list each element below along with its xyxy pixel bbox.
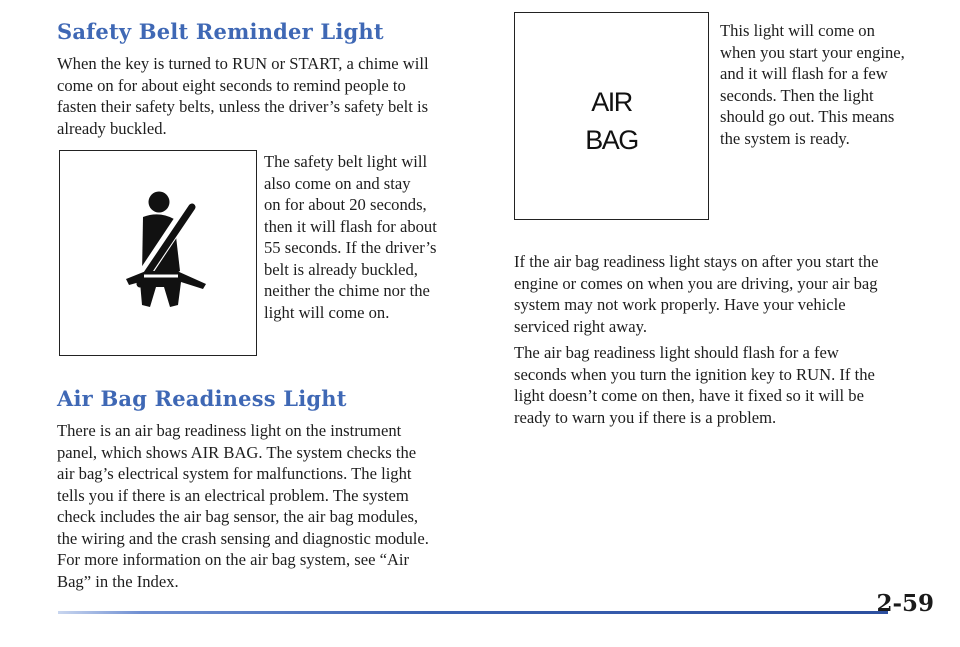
page-number: 2-59	[876, 590, 934, 617]
safety-belt-detail: The safety belt light will also come on and stay on for about 20 seconds, then it will flash for about 55 seconds. If the driver’s belt is already buckled, neither the chime nor the light will come on.	[264, 152, 437, 322]
air-bag-heading: Air Bag Readiness Light	[57, 386, 347, 411]
footer-rule	[58, 611, 888, 614]
safety-belt-icon-box	[59, 150, 257, 356]
safety-belt-heading: Safety Belt Reminder Light	[57, 19, 384, 44]
air-bag-body: There is an air bag readiness light on the instrument panel, which shows AIR BAG. The system checks the air bag’s electrical system for malfunctions. The light tells you if there is an electrical problem. The system check includes the air bag sensor, the air bag modules, the wiring and the crash sensing and diagnostic module. For more information on the air bag system, see “Air Bag” in the Index.	[57, 421, 429, 591]
air-bag-stays-on: If the air bag readiness light stays on after you start the engine or comes on when you are driving, your air bag system may not work properly. Have your vehicle serviced right away.	[514, 252, 879, 336]
air-bag-flash: The air bag readiness light should flash for a few seconds when you turn the ignition key to RUN. If the light doesn’t come on then, have it fixed so it will be ready to warn you if there is a problem.	[514, 343, 875, 427]
safety-belt-intro: When the key is turned to RUN or START, a chime will come on for about eight seconds to remind people to fasten their safety belts, unless the driver’s safety belt is already buckled.	[57, 54, 429, 138]
air-bag-icon-box	[514, 12, 709, 220]
air-bag-right-intro: This light will come on when you start your engine, and it will flash for a few seconds. Then the light should go out. This means the system is ready.	[720, 21, 905, 148]
seatbelt-icon	[60, 151, 255, 354]
air-bag-icon-text-bag: BAG	[585, 125, 638, 155]
air-bag-icon-text-air: AIR	[591, 87, 632, 117]
